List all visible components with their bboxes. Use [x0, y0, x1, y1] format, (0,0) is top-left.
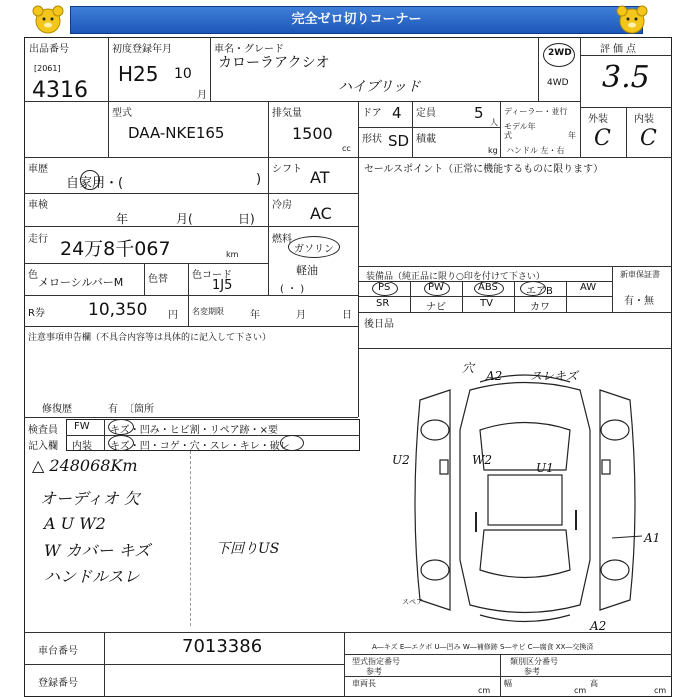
inspection-month: 月( — [176, 212, 193, 226]
footer-type-sub: 参考 — [366, 667, 382, 676]
dealer-label: ディーラー・並行 — [504, 107, 568, 116]
footer-length: 車両長 — [352, 679, 376, 688]
recycle-term-label: 名変期限 — [192, 307, 224, 316]
fuel-paren: ( ・ ) — [280, 284, 305, 295]
car-grade: ハイブリッド — [338, 79, 421, 95]
ac-value: AC — [310, 204, 332, 223]
handwritten-note: 下回りUS — [216, 541, 280, 557]
dealer-year-unit: 年 — [568, 131, 576, 140]
registration-era-year: H25 — [118, 62, 159, 86]
equip-tv: TV — [480, 298, 493, 309]
color-swap-label: 色替 — [148, 274, 168, 285]
displacement-label: 排気量 — [272, 108, 302, 119]
fw-kizu-circle — [108, 419, 134, 435]
warranty-value: 有・無 — [624, 296, 654, 307]
handwritten-line-2: オーディオ 欠 — [40, 489, 140, 508]
car-name: カローラアクシオ — [218, 55, 330, 71]
dealer-handle: ハンドル 左・右 — [506, 146, 565, 155]
footer-class-label: 類別区分番号 — [510, 657, 558, 666]
history-label: 車歴 — [28, 164, 48, 175]
capacity-label: 定員 — [416, 108, 436, 119]
displacement-unit: cc — [342, 144, 351, 153]
inspector-interior: 内装 — [72, 441, 92, 452]
recycle-value: 10,350 — [88, 300, 148, 320]
score-exterior-label: 外装 — [588, 114, 608, 125]
mascot-left-icon — [28, 4, 68, 34]
color-label: 色 — [28, 270, 38, 281]
recycle-month: 月 — [296, 310, 306, 321]
mark-a2-bottom: A2 — [590, 619, 607, 630]
equip-navi: ナビ — [426, 302, 446, 313]
notes-repair: 修復歴 — [42, 404, 72, 415]
interior-kizu-circle — [108, 435, 134, 451]
inspection-label: 車検 — [28, 200, 48, 211]
equip-abs: ABS — [478, 282, 498, 293]
footer-height: 高 — [590, 679, 598, 688]
shape-value: SD — [388, 132, 410, 150]
banner-title: 完全ゼロ切りコーナー — [70, 6, 643, 34]
mileage-label: 走行 — [28, 234, 48, 245]
mark-a1: A1 — [644, 531, 661, 545]
recycle-day: 日 — [342, 310, 352, 321]
footer-width-cm: cm — [574, 686, 587, 695]
lot-sub: [2061] — [34, 64, 61, 73]
mark-hole: 穴 — [462, 361, 475, 375]
doors-label: ドア — [362, 108, 382, 119]
lot-number: 4316 — [32, 78, 88, 103]
footer-height-cm: cm — [654, 686, 667, 695]
score-label: 評価点 — [600, 44, 639, 55]
model-value: DAA-NKE165 — [128, 124, 225, 142]
model-label: 型式 — [112, 108, 132, 119]
inspector-label: 検査員 — [28, 425, 58, 436]
handwritten-line-5: ハンドルスレ — [44, 567, 140, 586]
notes-repair-value: 有 — [108, 404, 118, 415]
color-value: メローシルバーM — [38, 276, 124, 289]
footer-type-label: 型式指定番号 — [352, 657, 400, 666]
equip-airbag: エアB — [526, 286, 553, 297]
chassis-label: 車台番号 — [38, 646, 78, 657]
color-code: 1J5 — [212, 278, 233, 293]
mark-a2-top: A2 — [486, 369, 503, 383]
equip-leather: カワ — [530, 302, 550, 313]
shift-label: シフト — [272, 164, 302, 175]
doors-value: 4 — [392, 104, 402, 122]
footer-width: 幅 — [504, 679, 512, 688]
recycle-unit: 円 — [168, 310, 178, 321]
recycle-year: 年 — [250, 310, 260, 321]
fuel-diesel: 軽油 — [296, 264, 318, 277]
mascot-right-icon — [612, 4, 652, 34]
footer-class-sub: 参考 — [524, 667, 540, 676]
equip-pw: PW — [428, 282, 444, 293]
score-exterior: C — [594, 126, 611, 151]
fuel-gas: ガソリン — [294, 244, 334, 255]
shift-value: AT — [310, 168, 330, 187]
recycle-label: R券 — [28, 308, 45, 319]
equip-ps: PS — [378, 282, 391, 293]
inspector-fw: FW — [74, 421, 90, 432]
capacity-unit: 人 — [490, 118, 498, 127]
drive-2wd: 2WD — [548, 48, 572, 58]
score-value: 3.5 — [602, 60, 650, 95]
mark-w2: W2 — [472, 453, 492, 467]
inspection-day: 日) — [238, 212, 255, 226]
spare-label: スペア — [402, 598, 423, 606]
score-interior-label: 内装 — [634, 114, 654, 125]
car-label: 車名・グレード — [214, 44, 284, 55]
dealer-model-year: モデル年式 — [504, 122, 536, 140]
registration-month-unit: 月 — [197, 90, 207, 101]
warranty-label: 新車保証書 — [620, 270, 660, 279]
score-interior: C — [640, 126, 657, 151]
damage-legend: A―キズ E―エクボ U―凹み W―補修跡 S―サビ C―腐食 XX―交換済 — [372, 643, 594, 651]
mark-sure-kizu: スレキズ — [530, 369, 578, 383]
inspector-label2: 記入欄 — [28, 441, 58, 452]
options-label: 後日品 — [364, 319, 394, 330]
car-damage-diagram — [380, 360, 670, 630]
equip-aw: AW — [580, 282, 597, 293]
capacity-value: 5 — [474, 104, 484, 122]
load-unit: kg — [488, 146, 498, 155]
mark-u2: U2 — [392, 453, 410, 467]
footer-length-cm: cm — [478, 686, 491, 695]
handwritten-line-4: W カバー キズ — [44, 541, 151, 560]
equip-sr: SR — [376, 298, 390, 309]
mileage-value: 24万8千067 — [60, 238, 171, 260]
mileage-unit: km — [226, 250, 239, 259]
drive-4wd: 4WD — [547, 78, 569, 88]
notes-label: 注意事項申告欄（不具合内容等は具体的に記入して下さい） — [28, 333, 272, 343]
registration-month: 10 — [174, 66, 192, 82]
handwritten-line-3: A U W2 — [44, 514, 106, 533]
displacement-value: 1500 — [292, 124, 333, 143]
interior-sure-circle — [280, 435, 304, 451]
history-close: ) — [256, 172, 262, 187]
inspector-interior-text: キズ・凹・コゲ・穴・スレ・キレ・破レ — [110, 441, 290, 452]
color-code-label: 色コード — [192, 270, 232, 281]
sales-label: セールスポイント（正常に機能するものに限ります） — [364, 164, 604, 175]
notes-repair-place: 〔箇所 — [124, 404, 154, 415]
mark-u1: U1 — [536, 461, 554, 475]
registration-label: 初度登録年月 — [112, 44, 172, 55]
lot-label: 出品番号 — [29, 44, 69, 55]
history-value: 自家用・( — [66, 176, 124, 191]
ac-label: 冷房 — [272, 200, 292, 211]
fuel-label: 燃料 — [272, 234, 292, 245]
inspector-fw-text: キズ・凹み・ヒビ割・リペア跡・×要 — [110, 425, 278, 436]
equipment-label: 装備品（純正品に限り○印を付けて下さい） — [366, 272, 545, 282]
plate-label: 登録番号 — [38, 678, 78, 689]
load-label: 積載 — [416, 134, 436, 145]
inspection-year: 年 — [116, 212, 129, 226]
shape-label: 形状 — [362, 134, 382, 145]
chassis-value: 7013386 — [182, 636, 263, 657]
handwritten-line-1: △ 248068Km — [32, 456, 138, 475]
